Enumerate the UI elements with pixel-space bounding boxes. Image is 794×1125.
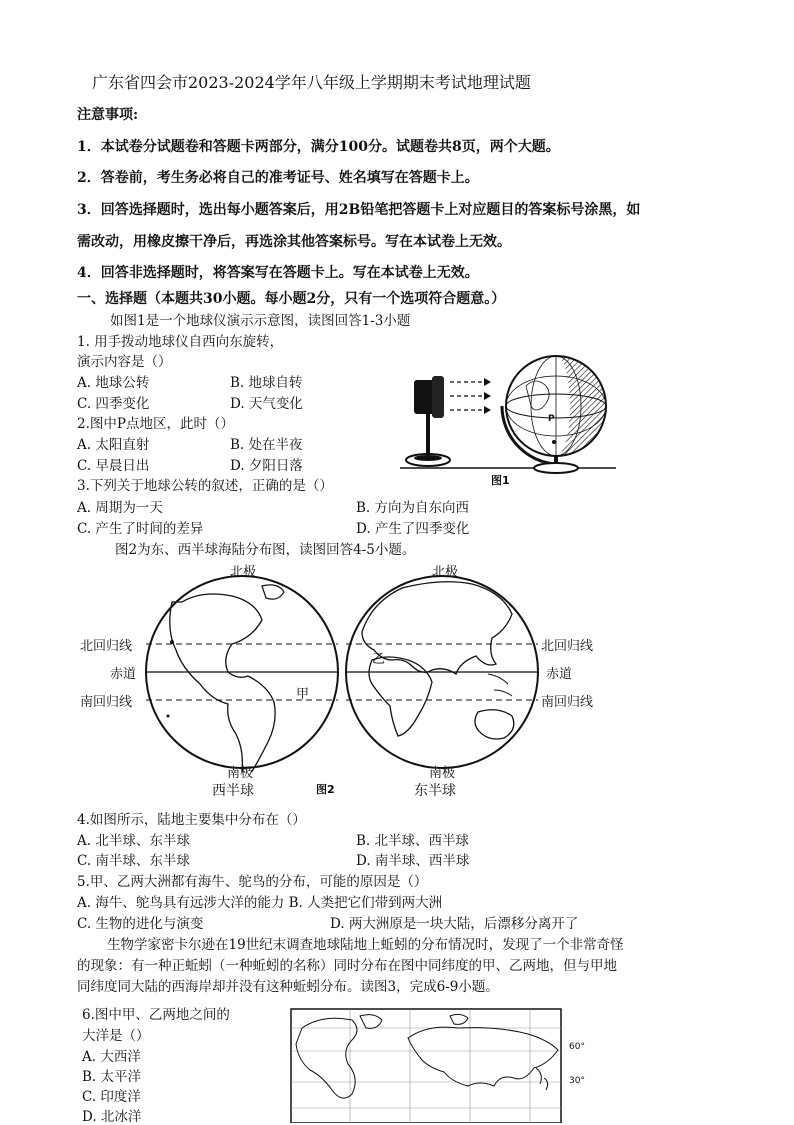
fig2-equator-east: 赤道 bbox=[546, 667, 573, 682]
q1-option-b: B. 地球自转 bbox=[230, 375, 303, 391]
fig2-west-label: 西半球 bbox=[212, 783, 254, 799]
q5-options-ab: A. 海牛、鸵鸟具有远涉大洋的能力 B. 人类把它们带到两大洲 bbox=[77, 895, 443, 911]
q3-option-c: C. 产生了时间的差异 bbox=[77, 521, 204, 537]
q6-option-d: D. 北冰洋 bbox=[82, 1109, 142, 1125]
fig2-label-jia: 甲 bbox=[296, 687, 310, 702]
q3-option-d: D. 产生了四季变化 bbox=[356, 521, 470, 537]
q5-option-c: C. 生物的进化与演变 bbox=[77, 916, 204, 932]
page-title: 广东省四会市2023-2024学年八年级上学期期末考试地理试题 bbox=[92, 73, 531, 92]
q1-stem-cont: 演示内容是（） bbox=[77, 354, 172, 370]
q3-option-a: A. 周期为一天 bbox=[77, 500, 163, 516]
fig2-north-pole-west: 北极 bbox=[230, 565, 257, 580]
q4-option-c: C. 南半球、东半球 bbox=[77, 853, 190, 869]
notice-item-1: 1．本试卷分试题卷和答题卡两部分，满分100分。试题卷共8页，两个大题。 bbox=[77, 139, 560, 155]
q2-stem: 2.图中P点地区，此时（） bbox=[77, 416, 234, 432]
q6-option-b: B. 太平洋 bbox=[82, 1069, 142, 1085]
fig2-tropic-n-west: 北回归线 bbox=[80, 639, 133, 654]
passage-line-3: 同纬度同大陆的西海岸却并没有这种蚯蚓分布。读图3，完成6-9小题。 bbox=[77, 979, 499, 995]
notice-item-3-cont: 需改动，用橡皮擦干净后，再选涂其他答案标号。写在本试卷上无效。 bbox=[77, 234, 511, 250]
q6-stem-cont: 大洋是（） bbox=[82, 1028, 150, 1044]
fig2-tropic-n-east: 北回归线 bbox=[541, 639, 594, 654]
fig3-lat-60: 60° bbox=[569, 1042, 585, 1052]
figure-2-hemispheres-map bbox=[140, 572, 550, 772]
fig2-caption: 图2 bbox=[316, 783, 335, 796]
q3-stem: 3.下列关于地球公转的叙述，正确的是（） bbox=[77, 478, 333, 494]
q1-option-d: D. 天气变化 bbox=[230, 396, 303, 412]
fig2-east-label: 东半球 bbox=[414, 783, 456, 799]
fig2-tropic-s-east: 南回归线 bbox=[541, 695, 594, 710]
q2-option-b: B. 处在半夜 bbox=[230, 437, 303, 453]
fig2-label-yi: 乙 bbox=[372, 652, 386, 667]
section-heading: 一、选择题（本题共30小题。每小题2分，只有一个选项符合题意。） bbox=[77, 291, 506, 307]
q1-option-c: C. 四季变化 bbox=[77, 396, 150, 412]
q2-option-a: A. 太阳直射 bbox=[77, 437, 150, 453]
fig3-lat-30: 30° bbox=[569, 1076, 585, 1086]
fig2-south-pole-west: 南极 bbox=[227, 766, 254, 781]
fig2-equator-west: 赤道 bbox=[110, 667, 137, 682]
q4-option-b: B. 北半球、西半球 bbox=[356, 833, 470, 849]
intro-fig2: 图2为东、西半球海陆分布图，读图回答4-5小题。 bbox=[115, 542, 416, 558]
q6-stem: 6.图中甲、乙两地之间的 bbox=[82, 1007, 230, 1023]
q6-option-a: A. 大西洋 bbox=[82, 1049, 141, 1065]
fig1-caption: 图1 bbox=[491, 474, 510, 487]
figure-1-globe-diagram bbox=[398, 338, 618, 478]
q5-stem: 5.甲、乙两大洲都有海牛、鸵鸟的分布，可能的原因是（） bbox=[77, 874, 428, 890]
q4-stem: 4.如图所示，陆地主要集中分布在（） bbox=[77, 812, 306, 828]
q3-option-b: B. 方向为自东向西 bbox=[356, 500, 470, 516]
intro-fig1: 如图1是一个地球仪演示示意图，读图回答1-3小题 bbox=[110, 313, 411, 329]
q4-option-a: A. 北半球、东半球 bbox=[77, 833, 190, 849]
q6-option-c: C. 印度洋 bbox=[82, 1089, 141, 1105]
figure-3-world-map bbox=[290, 1008, 590, 1123]
notice-item-3: 3．回答选择题时，选出每小题答案后，用2B铅笔把答题卡上对应题目的答案标号涂黑，如 bbox=[77, 202, 641, 218]
q4-option-d: D. 南半球、西半球 bbox=[356, 853, 470, 869]
passage-line-2: 的现象：有一种正蚯蚓（一种蚯蚓的名称）同时分布在图中同纬度的甲、乙两地，但与甲地 bbox=[77, 958, 617, 974]
passage-line-1: 生物学家密卡尔逊在19世纪末调查地球陆地上蚯蚓的分布情况时，发现了一个非常奇怪 bbox=[107, 937, 624, 953]
fig1-point-label: P bbox=[548, 414, 555, 424]
q5-option-d: D. 两大洲原是一块大陆，后漂移分离开了 bbox=[330, 916, 579, 932]
notice-item-4: 4．回答非选择题时，将答案写在答题卡上。写在本试卷上无效。 bbox=[77, 265, 479, 281]
q1-option-a: A. 地球公转 bbox=[77, 375, 150, 391]
fig2-south-pole-east: 南极 bbox=[429, 766, 456, 781]
q2-option-d: D. 夕阳日落 bbox=[230, 458, 303, 474]
fig2-north-pole-east: 北极 bbox=[432, 565, 459, 580]
q2-option-c: C. 早晨日出 bbox=[77, 458, 150, 474]
fig2-tropic-s-west: 南回归线 bbox=[80, 695, 133, 710]
notice-item-2: 2．答卷前，考生务必将自己的准考证号、姓名填写在答题卡上。 bbox=[77, 170, 479, 186]
notice-heading: 注意事项: bbox=[77, 107, 139, 123]
q1-stem: 1. 用手拨动地球仪自西向东旋转， bbox=[77, 334, 284, 350]
